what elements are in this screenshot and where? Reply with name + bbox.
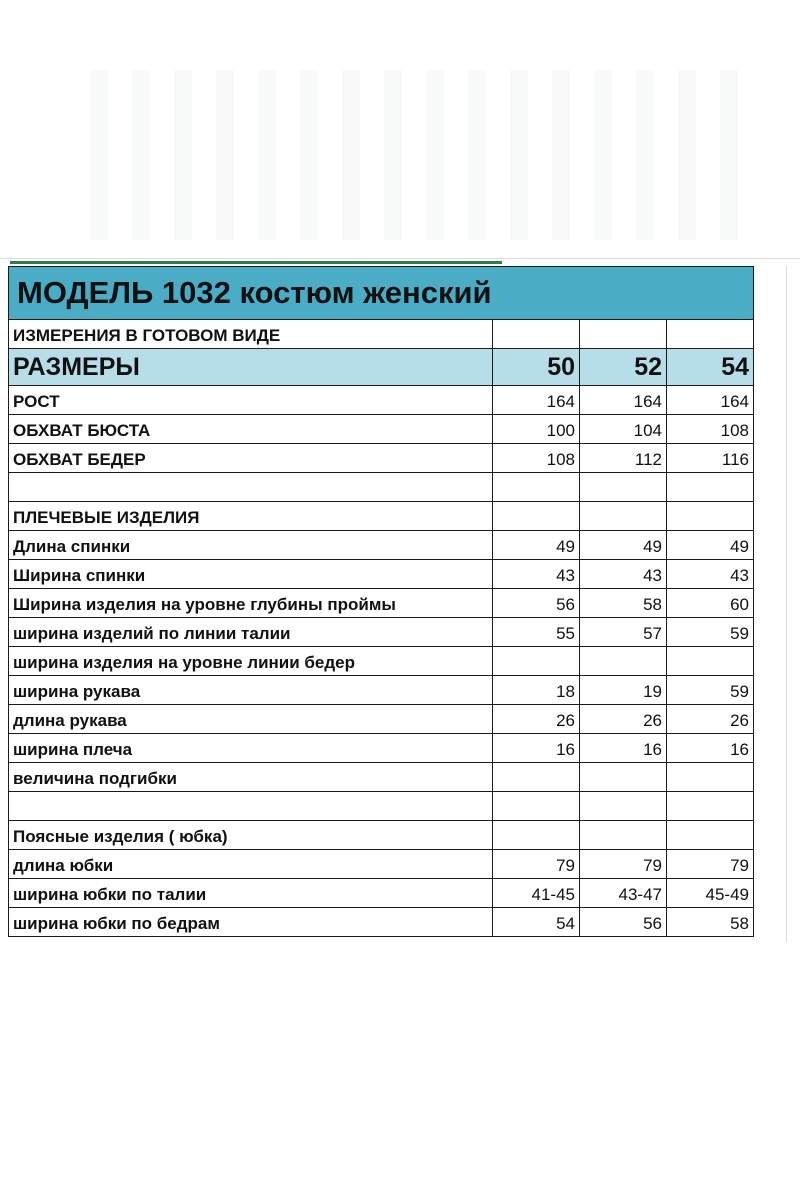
value-cell[interactable]: 104 bbox=[580, 415, 667, 444]
row-label-cell[interactable]: РОСТ bbox=[9, 386, 493, 415]
value-cell[interactable]: 60 bbox=[667, 589, 754, 618]
size-cell-52[interactable]: 52 bbox=[580, 349, 667, 386]
value-cell[interactable]: 58 bbox=[580, 589, 667, 618]
sizes-label-cell[interactable]: РАЗМЕРЫ bbox=[9, 349, 493, 386]
table-row bbox=[9, 415, 754, 444]
row-label-cell[interactable]: ширина юбки по талии bbox=[9, 879, 493, 908]
table-row bbox=[9, 763, 754, 792]
value-cell[interactable] bbox=[667, 647, 754, 676]
value-cell[interactable]: 43 bbox=[580, 560, 667, 589]
table-row bbox=[9, 444, 754, 473]
value-cell[interactable]: 26 bbox=[667, 705, 754, 734]
value-cell[interactable] bbox=[493, 763, 580, 792]
value-cell[interactable]: 112 bbox=[580, 444, 667, 473]
value-cell[interactable]: 56 bbox=[580, 908, 667, 937]
table-row bbox=[9, 734, 754, 763]
row-label-cell[interactable]: ОБХВАТ БЮСТА bbox=[9, 415, 493, 444]
table-row bbox=[9, 531, 754, 560]
value-cell[interactable] bbox=[493, 647, 580, 676]
value-cell[interactable]: 100 bbox=[493, 415, 580, 444]
row-label-cell[interactable]: ПЛЕЧЕВЫЕ ИЗДЕЛИЯ bbox=[9, 502, 493, 531]
table-row bbox=[9, 589, 754, 618]
value-cell[interactable]: 49 bbox=[667, 531, 754, 560]
row-label-cell[interactable]: длина рукава bbox=[9, 705, 493, 734]
row-label-cell[interactable]: ширина юбки по бедрам bbox=[9, 908, 493, 937]
row-label-cell[interactable] bbox=[9, 792, 493, 821]
table-row bbox=[9, 908, 754, 937]
row-label-cell[interactable]: ширина рукава bbox=[9, 676, 493, 705]
value-cell[interactable] bbox=[493, 821, 580, 850]
value-cell[interactable] bbox=[580, 502, 667, 531]
row-label-cell[interactable]: ширина плеча bbox=[9, 734, 493, 763]
size-cell-54[interactable]: 54 bbox=[667, 349, 754, 386]
row-label-cell[interactable]: ширина изделия на уровне линии бедер bbox=[9, 647, 493, 676]
title-row bbox=[9, 267, 754, 320]
value-cell[interactable]: 41-45 bbox=[493, 879, 580, 908]
row-label-cell[interactable] bbox=[9, 473, 493, 502]
value-cell[interactable] bbox=[580, 473, 667, 502]
value-cell[interactable] bbox=[667, 792, 754, 821]
value-cell[interactable] bbox=[667, 763, 754, 792]
table-row bbox=[9, 618, 754, 647]
value-cell[interactable]: 43-47 bbox=[580, 879, 667, 908]
row-label-cell[interactable]: Ширина спинки bbox=[9, 560, 493, 589]
value-cell[interactable]: 164 bbox=[580, 386, 667, 415]
sizes-header-row bbox=[9, 349, 754, 386]
value-cell[interactable]: 26 bbox=[493, 705, 580, 734]
value-cell[interactable]: 16 bbox=[667, 734, 754, 763]
value-cell[interactable]: 54 bbox=[493, 908, 580, 937]
value-cell[interactable]: 55 bbox=[493, 618, 580, 647]
value-cell[interactable] bbox=[580, 647, 667, 676]
value-cell[interactable]: 49 bbox=[580, 531, 667, 560]
subtitle-cell[interactable]: ИЗМЕРЕНИЯ В ГОТОВОМ ВИДЕ bbox=[9, 320, 493, 349]
value-cell[interactable]: 26 bbox=[580, 705, 667, 734]
value-cell[interactable]: 16 bbox=[580, 734, 667, 763]
empty-cell[interactable] bbox=[580, 320, 667, 349]
table-row bbox=[9, 850, 754, 879]
value-cell[interactable] bbox=[580, 792, 667, 821]
subtitle-row bbox=[9, 320, 754, 349]
faded-text-ghost bbox=[90, 70, 750, 240]
row-label-cell[interactable]: ширина изделий по линии талии bbox=[9, 618, 493, 647]
table-row bbox=[9, 502, 754, 531]
value-cell[interactable]: 43 bbox=[493, 560, 580, 589]
value-cell[interactable] bbox=[667, 821, 754, 850]
faded-background-area bbox=[0, 0, 800, 258]
row-label-cell[interactable]: Длина спинки bbox=[9, 531, 493, 560]
sheet-gridline bbox=[0, 258, 800, 259]
row-label-cell[interactable]: величина подгибки bbox=[9, 763, 493, 792]
value-cell[interactable]: 43 bbox=[667, 560, 754, 589]
empty-cell[interactable] bbox=[667, 320, 754, 349]
value-cell[interactable]: 164 bbox=[667, 386, 754, 415]
row-label-cell[interactable]: Поясные изделия ( юбка) bbox=[9, 821, 493, 850]
value-cell[interactable]: 79 bbox=[667, 850, 754, 879]
value-cell[interactable]: 58 bbox=[667, 908, 754, 937]
value-cell[interactable] bbox=[667, 473, 754, 502]
value-cell[interactable] bbox=[580, 763, 667, 792]
empty-cell[interactable] bbox=[493, 320, 580, 349]
value-cell[interactable]: 16 bbox=[493, 734, 580, 763]
value-cell[interactable]: 56 bbox=[493, 589, 580, 618]
value-cell[interactable]: 164 bbox=[493, 386, 580, 415]
cell-selection-indicator bbox=[10, 261, 502, 264]
table-row bbox=[9, 676, 754, 705]
table-row bbox=[9, 386, 754, 415]
table-row bbox=[9, 560, 754, 589]
table-row bbox=[9, 705, 754, 734]
table-row bbox=[9, 473, 754, 502]
value-cell[interactable]: 108 bbox=[667, 415, 754, 444]
value-cell[interactable]: 45-49 bbox=[667, 879, 754, 908]
value-cell[interactable]: 116 bbox=[667, 444, 754, 473]
value-cell[interactable]: 18 bbox=[493, 676, 580, 705]
value-cell[interactable]: 59 bbox=[667, 676, 754, 705]
table-row bbox=[9, 821, 754, 850]
row-label-cell[interactable]: Ширина изделия на уровне глубины проймы bbox=[9, 589, 493, 618]
value-cell[interactable] bbox=[493, 792, 580, 821]
value-cell[interactable] bbox=[667, 502, 754, 531]
value-cell[interactable] bbox=[493, 502, 580, 531]
value-cell[interactable]: 59 bbox=[667, 618, 754, 647]
row-label-cell[interactable]: длина юбки bbox=[9, 850, 493, 879]
value-cell[interactable]: 57 bbox=[580, 618, 667, 647]
value-cell[interactable] bbox=[493, 473, 580, 502]
table-row bbox=[9, 792, 754, 821]
value-cell[interactable]: 79 bbox=[580, 850, 667, 879]
value-cell[interactable]: 108 bbox=[493, 444, 580, 473]
size-chart-table bbox=[8, 266, 754, 937]
value-cell[interactable] bbox=[580, 821, 667, 850]
adjacent-column-gridline bbox=[786, 266, 800, 942]
value-cell[interactable]: 79 bbox=[493, 850, 580, 879]
sheet-title[interactable]: МОДЕЛЬ 1032 костюм женский bbox=[9, 267, 754, 320]
table-row bbox=[9, 647, 754, 676]
size-cell-50[interactable]: 50 bbox=[493, 349, 580, 386]
value-cell[interactable]: 49 bbox=[493, 531, 580, 560]
row-label-cell[interactable]: ОБХВАТ БЕДЕР bbox=[9, 444, 493, 473]
value-cell[interactable]: 19 bbox=[580, 676, 667, 705]
table-row bbox=[9, 879, 754, 908]
